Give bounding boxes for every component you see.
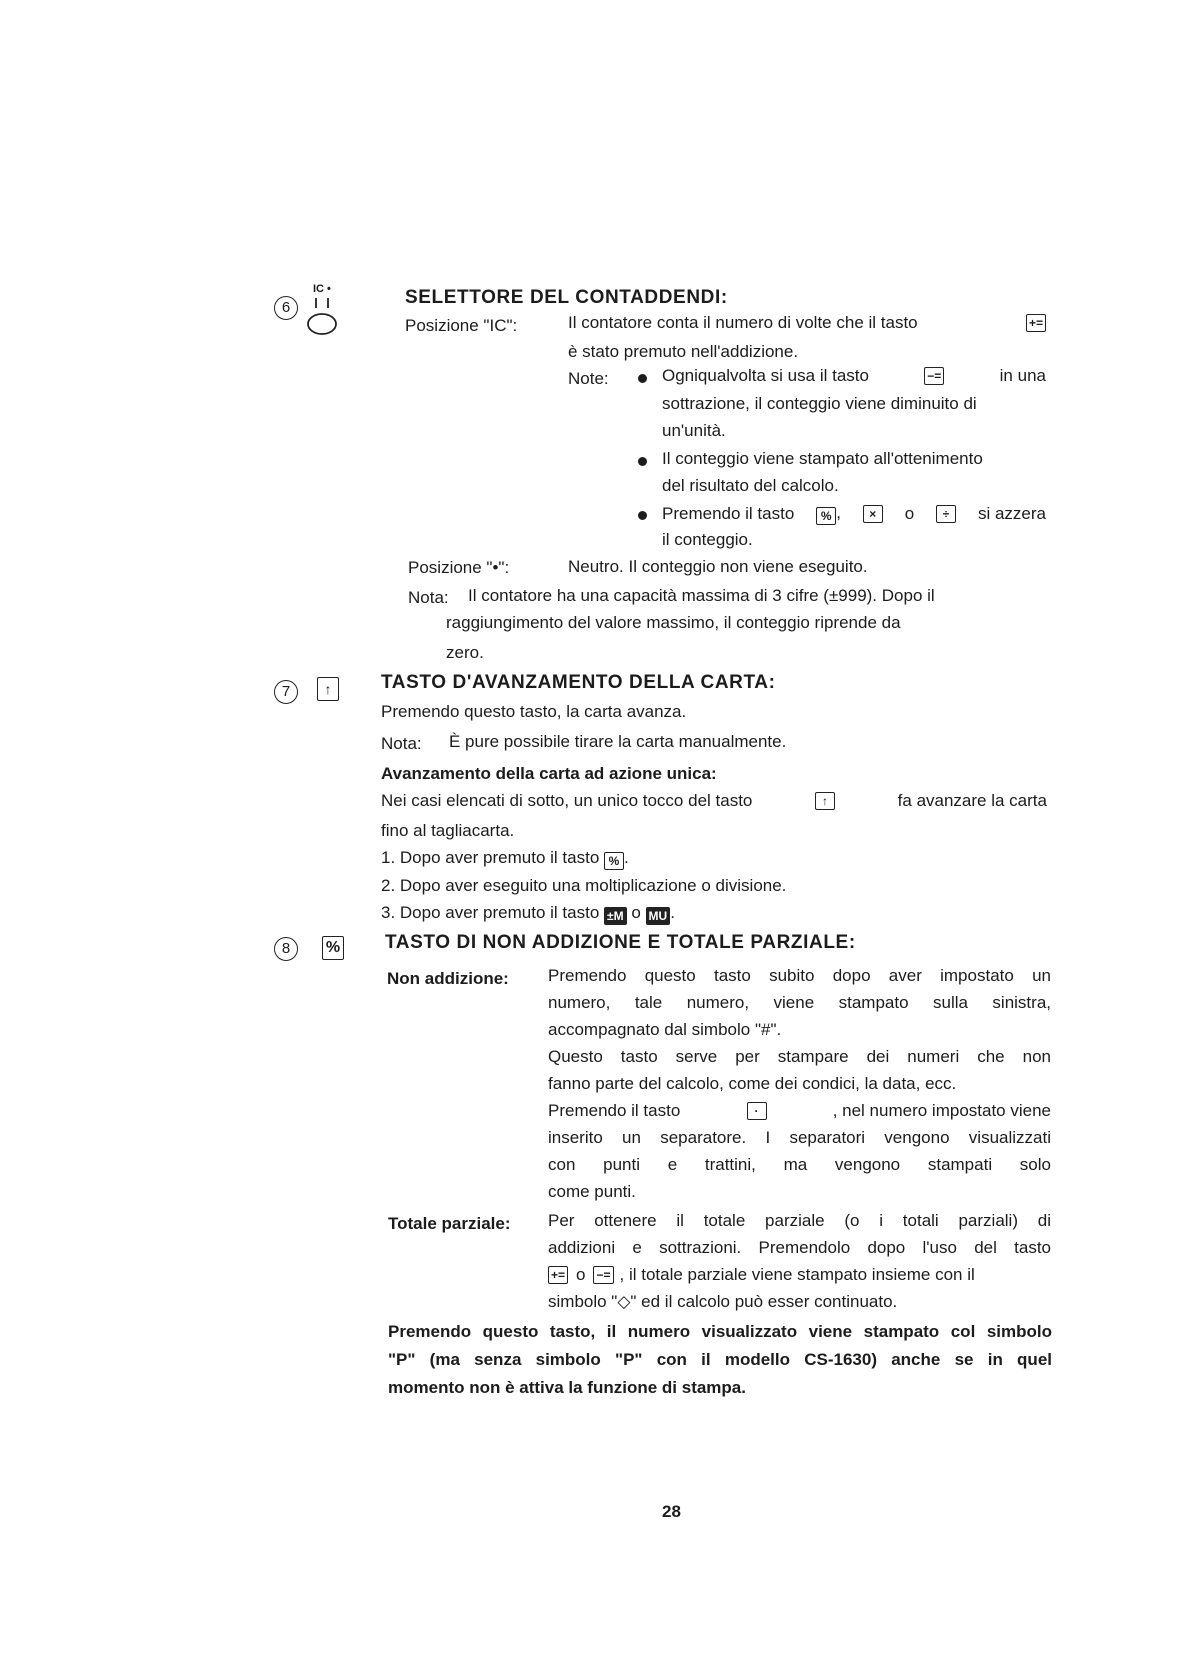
multiply-key-icon: × [863,505,883,523]
section8-heading: TASTO DI NON ADDIZIONE E TOTALE PARZIALE: [385,932,856,953]
nota6-text3: zero. [446,643,484,662]
minus-eq-key-icon: −= [924,367,944,385]
subtotal-label: Totale parziale: [388,1214,511,1233]
nonadd-line1: Premendo questo tasto subito dopo aver impostato un [548,966,1051,985]
item1-end: . [624,848,629,867]
nonadd-line3: accompagnato dal simbolo "#". [548,1020,782,1039]
nonadd-line6-b: , nel numero impostato viene [832,1101,1051,1120]
nonadd-line8: con punti e trattini, ma vengono stampati solo [548,1155,1051,1174]
subtotal-line3 [548,1265,1051,1285]
item3-end: . [670,903,675,922]
pos-ic-text2: è stato premuto nell'addizione. [568,342,799,361]
item3-text: 3. Dopo aver premuto il tasto [381,903,600,922]
note1-text-a: Ogniqualvolta si usa il tasto [662,366,869,385]
nonadd-line7: inserito un separatore. I separatori vengono visualizzati [548,1128,1051,1147]
percent-key-icon: % [816,507,836,525]
note3-keys [816,503,841,525]
note1-text-b: in una [999,366,1046,385]
subtotal-line2: addizioni e sottrazioni. Premendolo dopo l'uso del tasto [548,1238,1051,1257]
subtotal-line4: simbolo "◇" ed il calcolo può esser continuato. [548,1292,898,1311]
mu-key-icon: MU [646,907,671,925]
note-label: Note: [568,369,609,388]
note1-line-d: un'unità. [662,421,726,440]
nonadd-label: Non addizione: [387,969,509,988]
nota6-text2: raggiungimento del valore massimo, il conteggio riprende da [446,613,901,632]
section7-para1 [381,791,1047,811]
nota6-label: Nota: [408,588,449,607]
note3-text-b: si azzera [977,504,1046,523]
section7-para1-a: Nei casi elencati di sotto, un unico tocco del tasto [381,791,753,810]
note2-line-b: del risultato del calcolo. [662,476,839,495]
nonadd-line2: numero, tale numero, viene stampato sulla sinistra, [548,993,1051,1012]
nota6-text1: Il contatore ha una capacità massima di 3 cifre (±999). Dopo il [468,586,935,605]
divide-key-icon: ÷ [936,505,956,523]
non-add-subtotal-key-icon: % [322,936,344,960]
pos-ic-text1-label: Il contatore conta il numero di volte che il tasto [568,313,918,332]
pos-ic-label: Posizione "IC": [405,316,518,335]
note3-line-c: il conteggio. [662,530,753,549]
note2-bullet [638,457,647,466]
section-number-8: 8 [274,937,298,961]
item1-text: 1. Dopo aver premuto il tasto [381,848,600,867]
section7-line1: Premendo questo tasto, la carta avanza. [381,702,687,721]
ic-selector-switch-icon [306,296,346,340]
percent-key-inline-icon: % [604,852,624,870]
nonadd-line5: fanno parte del calcolo, come dei condici, la data, ecc. [548,1074,957,1093]
section-number-6: 6 [274,296,298,320]
minus-eq-key-inline-icon: −= [593,1266,613,1284]
note2-line-a: Il conteggio viene stampato all'ottenimento [662,449,983,468]
section7-para1-c: fino al tagliacarta. [381,821,515,840]
pos-ic-text1 [568,313,1046,333]
section7-subheading: Avanzamento della carta ad azione unica: [381,764,717,783]
final-line2: "P" (ma senza simbolo "P" con il modello CS-1630) anche se in quel [388,1350,1052,1369]
subtotal-line1: Per ottenere il totale parziale (o i totali parziali) di [548,1211,1051,1230]
nonadd-line4: Questo tasto serve per stampare dei numeri che non [548,1047,1051,1066]
memory-key-icon: ±M [604,907,627,925]
note1-line-a [662,366,1046,386]
nonadd-line9: come punti. [548,1182,636,1201]
ic-selector-label: IC • [313,283,331,295]
note3-sep: , [836,503,841,522]
nota7-label: Nota: [381,734,422,753]
section6-heading: SELETTORE DEL CONTADDENDI: [405,287,728,308]
item3-o: o [631,903,641,922]
final-line1: Premendo questo tasto, il numero visualizzato viene stampato col simbolo [388,1322,1052,1341]
note3-bullet [638,511,647,520]
note3-o: o [904,504,915,523]
feed-key-inline-icon: ↑ [815,792,835,810]
plus-eq-key-icon: += [1026,314,1046,332]
note1-bullet [638,374,647,383]
section7-item1 [381,848,629,870]
subtotal-line3-o: o [576,1265,586,1284]
section7-item3 [381,903,675,925]
final-line3: momento non è attiva la funzione di stampa. [388,1378,746,1397]
note3-text-a: Premendo il tasto [662,504,795,523]
nota7-text: È pure possibile tirare la carta manualmente. [449,732,787,751]
section7-item2: 2. Dopo aver eseguito una moltiplicazione o divisione. [381,876,787,895]
note3-line-a [662,503,1046,525]
separator-key-icon: · [747,1102,767,1120]
page-number: 28 [662,1502,681,1521]
pos-dot-label: Posizione "•": [408,558,510,577]
paper-feed-key-icon: ↑ [317,677,339,701]
nonadd-line6 [548,1101,1051,1121]
nonadd-line6-a: Premendo il tasto [548,1101,681,1120]
section7-heading: TASTO D'AVANZAMENTO DELLA CARTA: [381,672,776,693]
note1-line-c: sottrazione, il conteggio viene diminuito di [662,394,977,413]
plus-eq-key-inline-icon: += [548,1266,568,1284]
section7-para1-b: fa avanzare la carta [897,791,1047,810]
pos-dot-text: Neutro. Il conteggio non viene eseguito. [568,557,868,576]
section-number-7: 7 [274,680,298,704]
subtotal-line3-b: , il totale parziale viene stampato insieme con il [619,1265,975,1284]
